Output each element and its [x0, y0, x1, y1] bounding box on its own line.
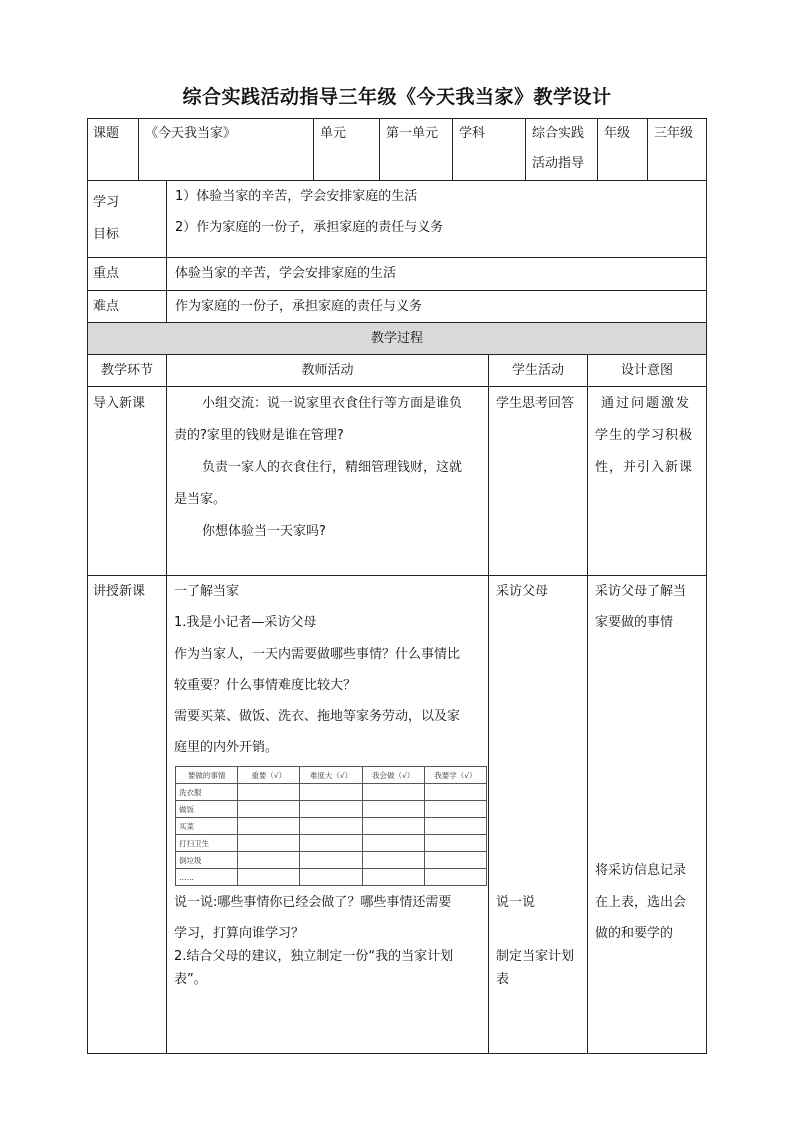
table-row — [176, 869, 487, 886]
lecture-teacher-text: 1.我是小记者—采访父母 — [174, 615, 317, 630]
intro-teacher-text: 你想体验当一天家吗? — [202, 524, 326, 539]
lecture-teacher-text: 庭里的内外开销。 — [174, 740, 279, 755]
column-header: 学生活动 — [511, 363, 564, 378]
goal-item: 1）体验当家的辛苦，学会安排家庭的生活 — [175, 189, 418, 204]
table-row — [176, 818, 487, 835]
chore-name: 倒垃圾 — [176, 852, 238, 869]
lecture-teacher-text: 一了解当家 — [174, 584, 240, 599]
goals-label-line1: 学习 — [93, 195, 120, 210]
lecture-intent-text: 做的和要学的 — [595, 926, 674, 941]
stage-lecture: 讲授新课 — [93, 584, 146, 599]
lecture-student-text: 制定当家计划 — [496, 949, 575, 964]
lesson-value: 《今天我当家》 — [145, 126, 237, 141]
unit-label: 单元 — [320, 126, 347, 141]
chores-table — [175, 766, 487, 886]
table-row — [176, 784, 487, 801]
lecture-intent-text: 将采访信息记录 — [595, 863, 687, 878]
intro-intent-text: 学生的学习积极 — [595, 428, 694, 443]
difficulty-label: 难点 — [93, 299, 120, 314]
subject-value-line2: 活动指导 — [532, 156, 585, 171]
chore-name: 做饭 — [176, 801, 238, 818]
chore-name: 打扫卫生 — [176, 835, 238, 852]
table-row — [176, 852, 487, 869]
intro-teacher-text: 负责一家人的衣食住行，精细管理钱财，这就 — [202, 460, 463, 475]
intro-teacher-text: 小组交流：说一说家里衣食住行等方面是谁负 — [202, 396, 463, 411]
grade-label: 年级 — [604, 126, 631, 141]
lecture-teacher-text: 表”。 — [174, 972, 207, 987]
intro-teacher-text: 是当家。 — [174, 492, 227, 507]
stage-intro: 导入新课 — [93, 396, 146, 411]
lecture-teacher-text: 需要买菜、做饭、洗衣、拖地等家务劳动，以及家 — [174, 709, 461, 724]
lecture-teacher-text: 说一说:哪些事情你已经会做了？哪些事情还需要 — [174, 895, 452, 910]
lecture-teacher-text: 2.结合父母的建议，独立制定一份“我的当家计划 — [174, 949, 454, 964]
difficulty-value: 作为家庭的一份子，承担家庭的责任与义务 — [175, 299, 423, 314]
column-header: 教学环节 — [100, 363, 153, 378]
intro-student-text: 学生思考回答 — [496, 396, 575, 411]
lesson-label: 课题 — [93, 126, 120, 141]
document-title: 综合实践活动指导三年级《今天我当家》教学设计 — [182, 86, 612, 108]
key-point-value: 体验当家的辛苦，学会安排家庭的生活 — [175, 266, 397, 281]
key-point-label: 重点 — [93, 266, 120, 281]
chores-table-header: 要做的事情 — [176, 767, 238, 784]
intro-teacher-text: 责的?家里的钱财是谁在管理? — [174, 428, 344, 443]
table-row — [176, 835, 487, 852]
lecture-teacher-text: 学习，打算向谁学习？ — [174, 926, 305, 941]
intro-intent-text: 通过问题激发 — [601, 396, 692, 411]
chore-name: 洗衣服 — [176, 784, 238, 801]
table-row — [176, 801, 487, 818]
chores-table-header: 难度大（√） — [300, 767, 362, 784]
unit-value: 第一单元 — [386, 126, 439, 141]
chore-name: …… — [176, 869, 238, 886]
chores-table-header: 我要学（√） — [424, 767, 486, 784]
lecture-intent-text: 家要做的事情 — [595, 615, 674, 630]
lecture-teacher-text: 较重要？什么事情难度比较大？ — [174, 678, 357, 693]
lecture-student-text: 说一说 — [496, 895, 536, 910]
process-title: 教学过程 — [370, 331, 423, 346]
subject-value-line1: 综合实践 — [532, 126, 585, 141]
column-header: 教师活动 — [301, 363, 354, 378]
lecture-student-text: 采访父母 — [496, 584, 549, 599]
subject-label: 学科 — [459, 126, 486, 141]
column-header: 设计意图 — [620, 363, 673, 378]
goal-item: 2）作为家庭的一份子，承担家庭的责任与义务 — [175, 220, 444, 235]
chore-name: 买菜 — [176, 818, 238, 835]
lecture-intent-text: 在上表，选出会 — [595, 895, 687, 910]
chores-table-header: 重要（√） — [238, 767, 300, 784]
chores-table-header: 我会做（√） — [362, 767, 424, 784]
lecture-teacher-text: 作为当家人，一天内需要做哪些事情？什么事情比 — [174, 647, 461, 662]
grade-value: 三年级 — [654, 126, 694, 141]
lecture-student-text: 表 — [496, 972, 510, 987]
lecture-intent-text: 采访父母了解当 — [595, 584, 687, 599]
intro-intent-text: 性，并引入新课 — [595, 460, 694, 475]
goals-label-line2: 目标 — [93, 227, 120, 242]
